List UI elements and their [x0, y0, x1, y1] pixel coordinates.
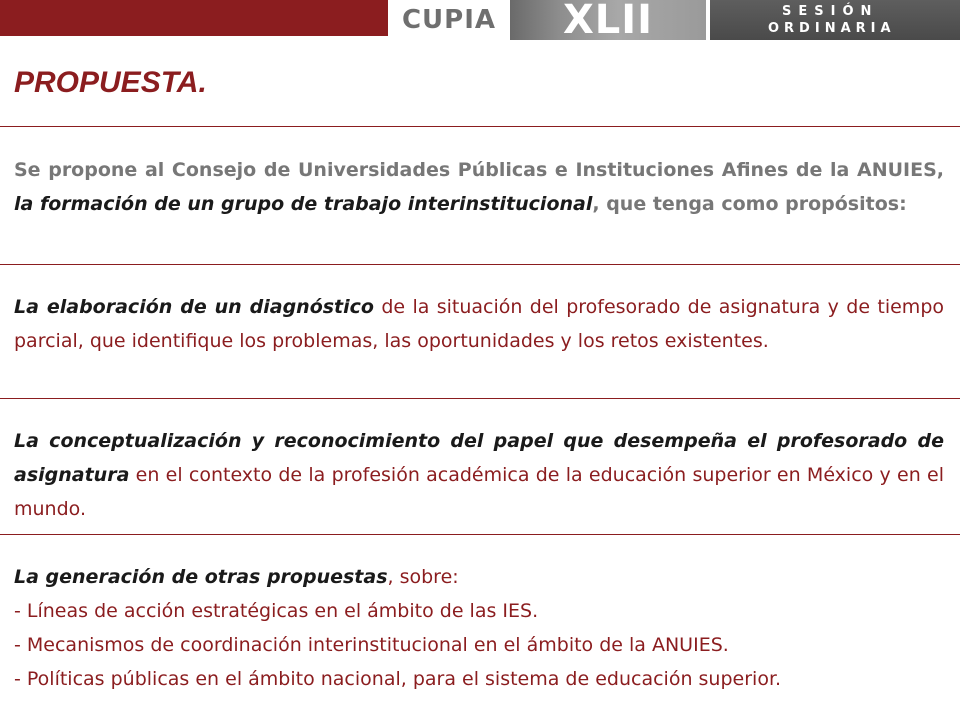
intro-text-after: , que tenga como propósitos:	[592, 193, 907, 215]
list-item: - Políticas públicas en el ámbito nacional, para el sistema de educación superior.	[14, 668, 782, 690]
sesion-text: SESIÓN	[782, 4, 879, 19]
cupia-logo	[390, 0, 508, 40]
header-banner	[0, 0, 960, 43]
intro-paragraph	[14, 153, 944, 221]
point-conceptualizacion	[14, 424, 944, 526]
divider-1	[0, 126, 960, 127]
xlii-panel	[510, 0, 706, 43]
point3-emphasis: La generación de otras propuestas	[14, 566, 388, 588]
divider-2	[0, 264, 960, 265]
point-propuestas	[14, 560, 944, 696]
sesion-panel	[710, 0, 960, 40]
xlii-text: XLII	[562, 0, 654, 43]
banner-red-bar	[0, 0, 388, 36]
list-item: - Líneas de acción estratégicas en el ámbito de las IES.	[14, 600, 539, 622]
list-item: - Mecanismos de coordinación interinstitucional en el ámbito de la ANUIES.	[14, 634, 729, 656]
point1-emphasis: La elaboración de un diagnóstico	[14, 296, 374, 318]
point3-heading	[14, 560, 944, 594]
point2-emphasis: La conceptualización y reconocimiento del papel que desempeña el profesorado de asignatura	[14, 430, 944, 486]
point3-text: , sobre:	[387, 566, 459, 588]
ordinaria-text: ORDINARIA	[768, 21, 896, 36]
intro-text-before: Se propone al Consejo de Universidades Públicas e Instituciones Afines de la ANUIES,	[14, 159, 944, 181]
divider-4	[0, 534, 960, 535]
divider-3	[0, 398, 960, 399]
page-title: PROPUESTA.	[14, 66, 207, 99]
point-diagnostico	[14, 290, 944, 358]
point2-text: en el contexto de la profesión académica de la educación superior en México y en el mundo.	[14, 464, 944, 520]
point1-text: de la situación del profesorado de asignatura y de tiempo parcial, que identifique los problemas, las oportunidades y los retos existentes.	[14, 296, 944, 352]
cupia-text: CUPIA	[401, 5, 497, 35]
intro-emphasis: la formación de un grupo de trabajo interinstitucional	[14, 193, 593, 215]
